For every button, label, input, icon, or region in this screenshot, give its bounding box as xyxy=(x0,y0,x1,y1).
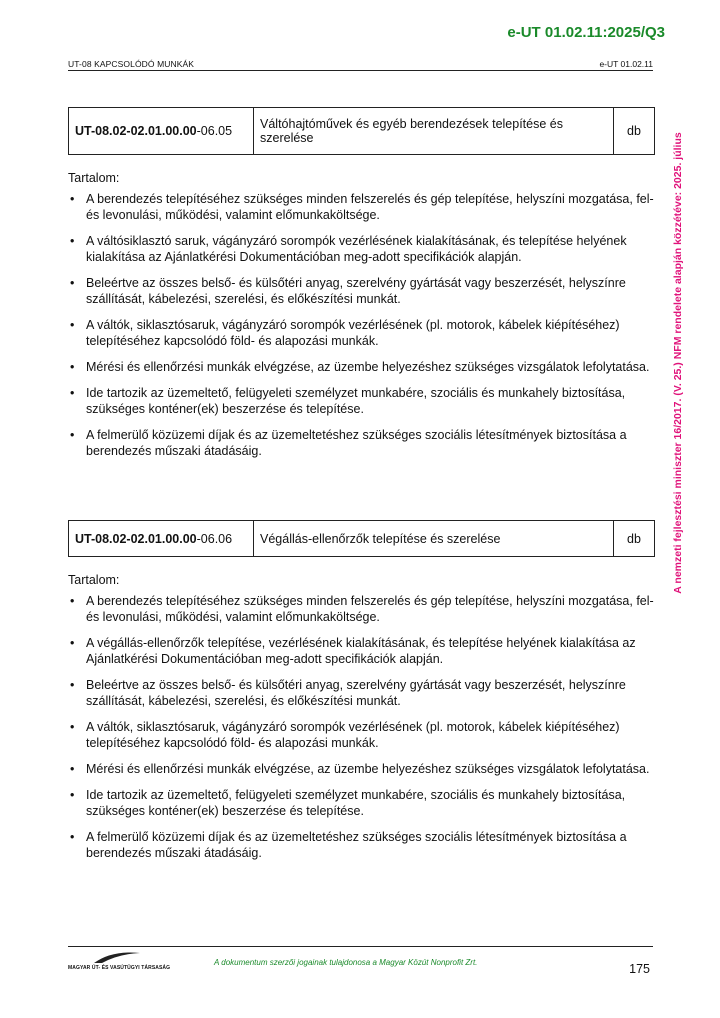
item-code-main: UT-08.02-02.01.00.00 xyxy=(75,531,197,546)
bullet-icon: • xyxy=(70,386,75,400)
bullet-icon: • xyxy=(70,788,75,802)
list-item xyxy=(68,719,655,751)
footer-rule xyxy=(68,946,653,947)
item-title: Végállás-ellenőrzők telepítése és szerelése xyxy=(254,521,614,557)
header-rule xyxy=(68,70,653,71)
bullet-icon: • xyxy=(70,318,75,332)
list-item xyxy=(68,427,655,459)
list-item xyxy=(68,829,655,861)
bullet-icon: • xyxy=(70,720,75,734)
bullet-icon: • xyxy=(70,678,75,692)
list-item-text: A felmerülő közüzemi díjak és az üzemeltetéshez szükséges szociális létesítmények biztosítása a berendezés műszaki átadásáig. xyxy=(86,830,627,860)
item-title: Váltóhajtóművek és egyéb berendezések telepítése és szerelése xyxy=(254,108,614,155)
doc-code: e-UT 01.02.11:2025/Q3 xyxy=(507,24,665,41)
list-item xyxy=(68,787,655,819)
list-item-text: Ide tartozik az üzemeltető, felügyeleti személyzet munkabére, szociális és munkahely biztosítása, szükséges konténer(ek) beszerzése és telepítése. xyxy=(86,788,626,818)
item-code xyxy=(69,108,254,155)
item-code-main: UT-08.02-02.01.00.00 xyxy=(75,124,197,138)
page-number: 175 xyxy=(629,962,650,976)
bullet-icon: • xyxy=(70,636,75,650)
content-label: Tartalom: xyxy=(68,573,120,587)
list-item-text: Ide tartozik az üzemeltető, felügyeleti személyzet munkabére, szociális és munkahely biztosítása, szükséges konténer(ek) beszerzése és telepítése. xyxy=(86,386,626,416)
list-item xyxy=(68,275,655,307)
item-code xyxy=(69,521,254,557)
logo-wing-icon xyxy=(92,950,142,964)
list-item xyxy=(68,385,655,417)
company-logo xyxy=(68,950,171,974)
item-code-suffix: -06.05 xyxy=(196,124,233,138)
list-item xyxy=(68,761,655,777)
item-unit: db xyxy=(614,521,655,557)
list-item-text: Mérési és ellenőrzési munkák elvégzése, az üzembe helyezéshez szükséges vizsgálatok lefolytatása. xyxy=(86,762,650,776)
item-unit: db xyxy=(614,108,655,155)
work-item-table xyxy=(68,107,655,155)
work-item-section xyxy=(68,520,655,871)
bullet-icon: • xyxy=(70,276,75,290)
list-item-text: A berendezés telepítéséhez szükséges minden felszerelés és gép telepítése, helyszíni mozgatása, fel- és levonulási, működési, valamint előmunkaköltsége. xyxy=(86,192,654,222)
item-code-suffix: -06.06 xyxy=(196,531,233,546)
content-label: Tartalom: xyxy=(68,171,120,185)
bullet-icon: • xyxy=(70,594,75,608)
bullet-icon: • xyxy=(70,830,75,844)
list-item-text: A felmerülő közüzemi díjak és az üzemeltetéshez szükséges szociális létesítmények biztosítása a berendezés műszaki átadásáig. xyxy=(86,428,627,458)
list-item-text: A végállás-ellenőrzők telepítése, vezérlésének kialakításának, és telepítése helyének kialakítása az Ajánlatkérési Dokumentációban meg-adott specifikációk alapján. xyxy=(86,636,636,666)
logo-text: MAGYAR ÚT- ÉS VASÚTÜGYI TÁRSASÁG xyxy=(68,965,171,971)
bullet-icon: • xyxy=(70,360,75,374)
header-short-code: e-UT 01.02.11 xyxy=(599,59,653,69)
content-list xyxy=(68,191,655,459)
bullet-icon: • xyxy=(70,762,75,776)
list-item xyxy=(68,635,655,667)
list-item xyxy=(68,191,655,223)
list-item-text: A váltók, siklasztósaruk, vágányzáró sorompók vezérlésének (pl. motorok, kábelek kiépítéséhez) telepítéséhez kapcsolódó föld- és alapozási munkák. xyxy=(86,720,620,750)
header-section-title: UT-08 KAPCSOLÓDÓ MUNKÁK xyxy=(68,59,195,69)
work-item-table xyxy=(68,520,655,557)
list-item-text: A váltósiklasztó saruk, vágányzáró sorompók vezérlésének kialakításának, és telepítése helyének kialakítása az Ajánlatkérési Dokumentációban meg-adott specifikációk alapján. xyxy=(86,234,627,264)
bullet-icon: • xyxy=(70,234,75,248)
list-item-text: A váltók, siklasztósaruk, vágányzáró sorompók vezérlésének (pl. motorok, kábelek kiépítéséhez) telepítéséhez kapcsolódó föld- és alapozási munkák. xyxy=(86,318,620,348)
bullet-icon: • xyxy=(70,192,75,206)
list-item-text: Beleértve az összes belső- és külsőtéri anyag, szerelvény gyártását vagy beszerzését, helyszínre szállítását, kábelezési, szerelési, és előkészítési munkát. xyxy=(86,276,626,306)
sidebar-note xyxy=(666,95,690,630)
list-item-text: A berendezés telepítéséhez szükséges minden felszerelés és gép telepítése, helyszíni mozgatása, fel- és levonulási, működési, valamint előmunkaköltsége. xyxy=(86,594,654,624)
content-list xyxy=(68,593,655,861)
bullet-icon: • xyxy=(70,428,75,442)
footer-copyright: A dokumentum szerzői jogainak tulajdonosa a Magyar Közút Nonprofit Zrt. xyxy=(214,958,478,967)
list-item-text: Beleértve az összes belső- és külsőtéri anyag, szerelvény gyártását vagy beszerzését, helyszínre szállítását, kábelezési, szerelési, és előkészítési munkát. xyxy=(86,678,626,708)
sidebar-note-text: A nemzeti fejlesztési miniszter 16/2017. (V. 25.) NFM rendelete alapján közzétéve: 2025. július xyxy=(672,131,684,594)
work-item-section xyxy=(68,107,655,469)
list-item xyxy=(68,677,655,709)
list-item xyxy=(68,359,655,375)
list-item xyxy=(68,317,655,349)
list-item xyxy=(68,593,655,625)
list-item-text: Mérési és ellenőrzési munkák elvégzése, az üzembe helyezéshez szükséges vizsgálatok lefolytatása. xyxy=(86,360,650,374)
list-item xyxy=(68,233,655,265)
